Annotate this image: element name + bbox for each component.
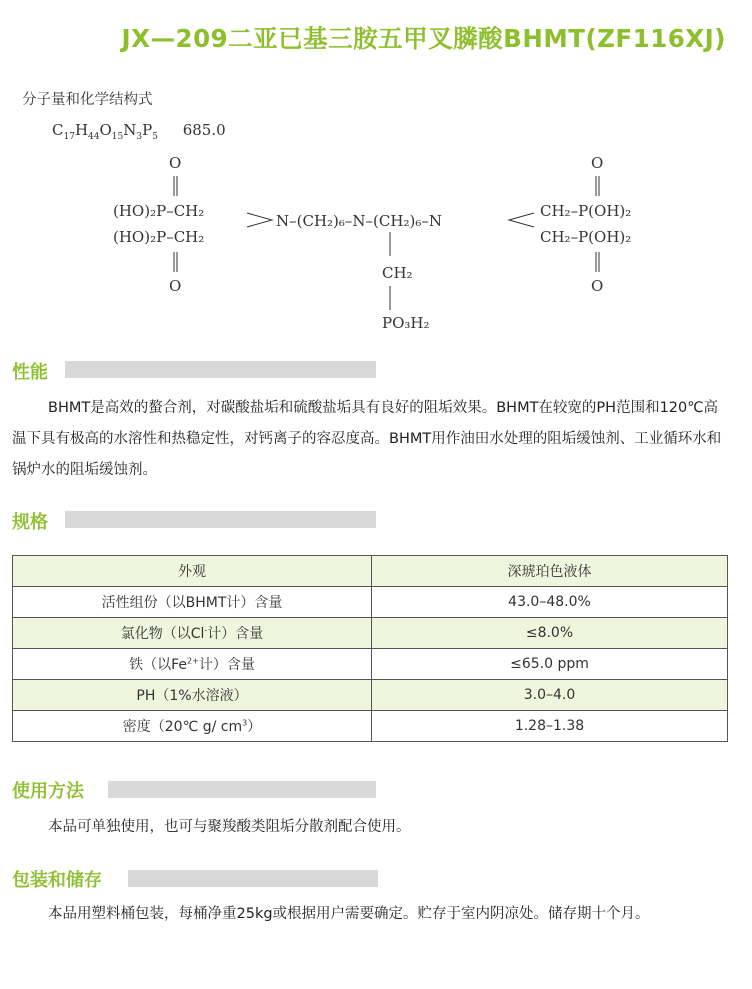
formula-label: 分子量和化学结构式	[22, 92, 153, 108]
left-bottom-group: (HO)₂P–CH₂	[113, 228, 205, 246]
section-title-specs: 规格	[12, 512, 48, 533]
packaging-text: 本品用塑料桶包装，每桶净重25kg或根据用户需要确定。贮存于室内阴凉处。储存期十个月。	[48, 906, 650, 922]
spec-item: 铁（以$Fe^{2+}$计）含量	[13, 649, 372, 680]
left-top-oxygen: O	[169, 154, 182, 172]
table-row	[13, 711, 728, 742]
main-chain: N–(CH₂)₆–N–(CH₂)₆–N	[276, 212, 442, 230]
right-bottom-group: CH₂–P(OH)₂	[540, 228, 632, 246]
spec-value: ≤8.0%	[372, 618, 728, 649]
right-top-group: CH₂–P(OH)₂	[540, 202, 632, 220]
section-divider-usage	[108, 781, 376, 798]
structural-formula	[0, 148, 752, 343]
table-row	[13, 649, 728, 680]
molecular-weight: 685.0	[182, 121, 226, 139]
spec-item: 外观	[13, 556, 372, 587]
spec-value: 深琥珀色液体	[372, 556, 728, 587]
section-divider-packaging	[128, 870, 378, 887]
table-row	[13, 680, 728, 711]
molecular-formula: $C_{17}H_{44}O_{15}N_3P_5$ 685.0	[52, 121, 226, 142]
left-top-group: (HO)₂P–CH₂	[113, 202, 205, 220]
usage-text: 本品可单独使用，也可与聚羧酸类阻垢分散剂配合使用。	[48, 819, 411, 835]
properties-text: BHMT是高效的螯合剂，对碳酸盐垢和硫酸盐垢具有良好的阻垢效果。BHMT在较宽的PH范围和120℃高温下具有极高的水溶性和热稳定性，对钙离子的容忍度高。BHMT用作油田水处理的阻垢缓蚀剂、工业循环水和锅炉水的阻垢缓蚀剂。	[12, 400, 722, 478]
left-bottom-oxygen: O	[169, 277, 182, 295]
spec-value: 43.0–48.0%	[372, 587, 728, 618]
branch-po3h2: PO₃H₂	[382, 314, 430, 332]
spec-value: 3.0–4.0	[372, 680, 728, 711]
right-branch-bracket	[509, 213, 534, 227]
section-title-usage: 使用方法	[12, 781, 84, 802]
branch-ch2: CH₂	[382, 264, 413, 282]
table-row	[13, 587, 728, 618]
spec-item: PH（1%水溶液）	[13, 680, 372, 711]
right-bottom-oxygen: O	[591, 277, 604, 295]
table-row	[13, 618, 728, 649]
section-title-packaging: 包装和储存	[12, 870, 102, 891]
spec-item: 密度（20℃ g/ $cm^3$）	[13, 711, 372, 742]
table-row	[13, 556, 728, 587]
page-title: JX—209二亚已基三胺五甲叉膦酸BHMT(ZF116XJ)	[121, 24, 726, 53]
section-divider-specs	[65, 511, 376, 528]
spec-table	[12, 555, 728, 742]
left-branch-bracket	[247, 213, 272, 227]
spec-value: ≤65.0 ppm	[372, 649, 728, 680]
right-top-oxygen: O	[591, 154, 604, 172]
spec-value: 1.28–1.38	[372, 711, 728, 742]
section-divider-properties	[65, 361, 376, 378]
section-title-properties: 性能	[12, 362, 48, 383]
spec-item: 氯化物（以Cl-计）含量	[13, 618, 372, 649]
spec-item: 活性组份（以BHMT计）含量	[13, 587, 372, 618]
